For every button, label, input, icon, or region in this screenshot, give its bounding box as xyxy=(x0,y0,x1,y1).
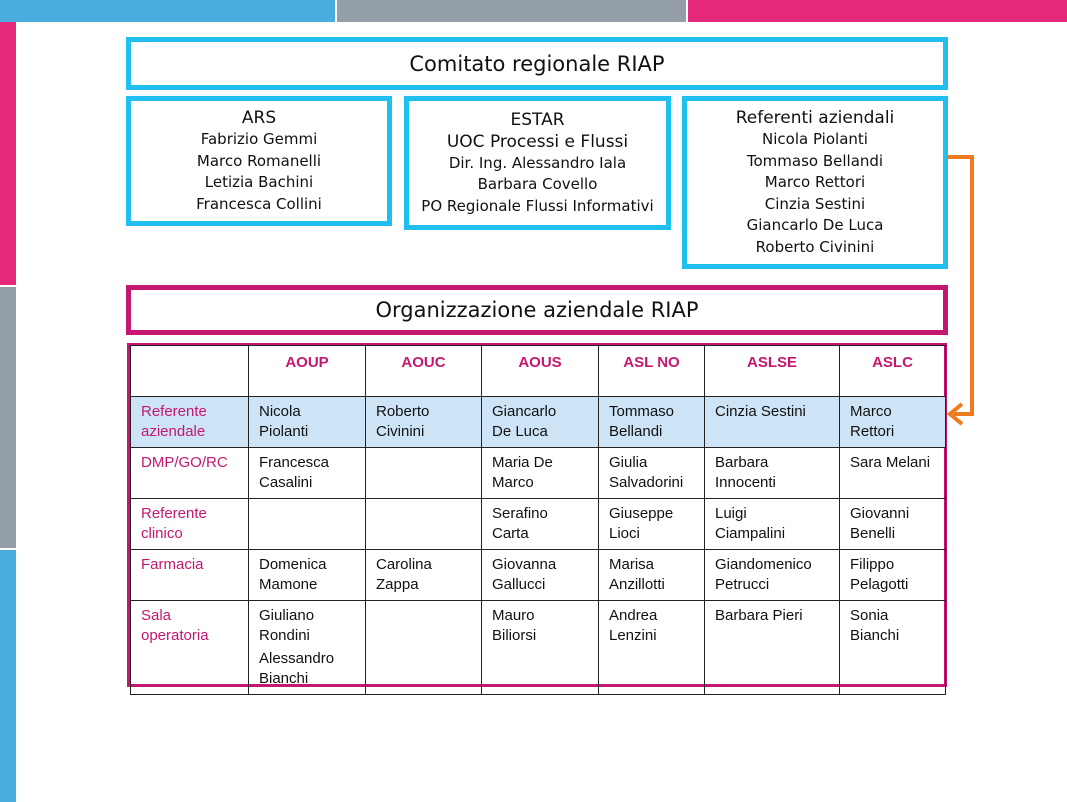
cell-text: Pelagotti xyxy=(850,576,909,593)
cell-text: Ciampalini xyxy=(715,525,786,542)
cell-text: Tommaso xyxy=(609,403,675,420)
referenti-heading: Referenti aziendali xyxy=(735,108,895,128)
cell-text: Bianchi xyxy=(850,627,900,644)
estar-member: Barbara Covello xyxy=(477,175,598,194)
row-label-line: Sala xyxy=(141,607,172,624)
cell-text: Mamone xyxy=(259,576,318,593)
cell-text: Lioci xyxy=(609,525,640,542)
cell-text: Giovanna xyxy=(492,556,557,573)
cell-text: Bianchi xyxy=(259,670,309,687)
cell-text: Giandomenico xyxy=(715,556,812,573)
cell-text: Giuseppe xyxy=(609,505,674,522)
ars-member: Francesca Collini xyxy=(196,194,322,213)
organization-title: Organizzazione aziendale RIAP xyxy=(375,298,699,322)
cell-text: Lenzini xyxy=(609,627,657,644)
committee-title: Comitato regionale RIAP xyxy=(409,51,665,76)
estar-heading: ESTAR xyxy=(510,109,565,130)
cell-text: Piolanti xyxy=(259,423,309,440)
ars-member: Marco Romanelli xyxy=(196,151,322,170)
cell-text: Benelli xyxy=(850,525,896,542)
cell-text: Roberto xyxy=(376,403,430,420)
cell-text: Innocenti xyxy=(715,474,776,491)
cell-text: Anzillotti xyxy=(609,576,665,593)
cell-text: Alessandro xyxy=(259,650,335,667)
connector-line xyxy=(948,157,972,414)
column-header: ASLSE xyxy=(705,346,840,397)
cell-text: Marisa xyxy=(609,556,655,573)
row-label-line: Referente xyxy=(141,505,207,522)
cell-text: Gallucci xyxy=(492,576,546,593)
cell-text: Carolina xyxy=(376,556,432,573)
cell-text: Petrucci xyxy=(715,576,770,593)
cell-text: Rondini xyxy=(259,627,310,644)
cell-text: Filippo xyxy=(850,556,895,573)
cell-text: Sonia xyxy=(850,607,889,624)
cell-text: Sara Melani xyxy=(850,454,931,471)
cell-text: Mauro xyxy=(492,607,535,624)
row-label-line: aziendale xyxy=(141,423,206,440)
cell-text: Nicola xyxy=(259,403,301,420)
ars-member: Letizia Bachini xyxy=(204,173,314,191)
cell-text: Giancarlo xyxy=(492,403,557,420)
cell-text: Francesca xyxy=(259,454,330,471)
estar-member: Dir. Ing. Alessandro Iala xyxy=(448,153,627,172)
cell-text: Carta xyxy=(492,525,529,542)
row-label-line: operatoria xyxy=(141,627,209,644)
cell-text: Rettori xyxy=(850,423,895,440)
cell-text: Domenica xyxy=(259,556,327,573)
referenti-member: Tommaso Bellandi xyxy=(746,151,884,170)
cell-text: Bellandi xyxy=(609,423,663,440)
cell-text: Salvadorini xyxy=(609,474,684,491)
row-label-line: clinico xyxy=(141,525,183,542)
estar-member: PO Regionale Flussi Informativi xyxy=(421,196,654,215)
referenti-member: Giancarlo De Luca xyxy=(746,216,884,234)
cell-text: Biliorsi xyxy=(492,627,537,644)
cell-text: Zappa xyxy=(376,576,419,593)
cell-text: Luigi xyxy=(715,505,747,522)
cell-text: De Luca xyxy=(492,423,548,440)
column-header: AOUC xyxy=(366,346,482,397)
cell-text: Marco xyxy=(850,403,892,420)
cell-text: Cinzia Sestini xyxy=(715,403,806,420)
cell-text: Casalini xyxy=(259,474,313,491)
row-label-line: DMP/GO/RC xyxy=(141,454,228,471)
cell-text: Serafino xyxy=(492,505,548,522)
column-header: AOUP xyxy=(249,346,366,397)
referenti-member: Roberto Civinini xyxy=(755,237,875,256)
row-label-line: Farmacia xyxy=(141,556,204,573)
cell-text: Giulia xyxy=(609,454,648,471)
cell-text: Barbara xyxy=(715,454,769,471)
estar-subheading: UOC Processi e Flussi xyxy=(446,131,629,152)
ars-member: Fabrizio Gemmi xyxy=(200,130,318,148)
cell-text: Giuliano xyxy=(259,607,315,624)
cell-text: Giovanni xyxy=(850,505,910,522)
cell-text: Andrea xyxy=(609,607,658,624)
referenti-member: Marco Rettori xyxy=(764,173,866,191)
column-header: AOUS xyxy=(482,346,599,397)
column-header: ASLC xyxy=(840,346,946,397)
referenti-member: Nicola Piolanti xyxy=(762,130,868,148)
referenti-member: Cinzia Sestini xyxy=(764,194,866,213)
cell-text: Civinini xyxy=(376,423,425,440)
column-header: ASL NO xyxy=(599,346,705,397)
cell-text: Barbara Pieri xyxy=(715,607,803,624)
cell-text: Maria De xyxy=(492,454,553,471)
ars-heading: ARS xyxy=(241,108,277,128)
row-label-line: Referente xyxy=(141,403,207,420)
cell-text: Marco xyxy=(492,474,534,491)
